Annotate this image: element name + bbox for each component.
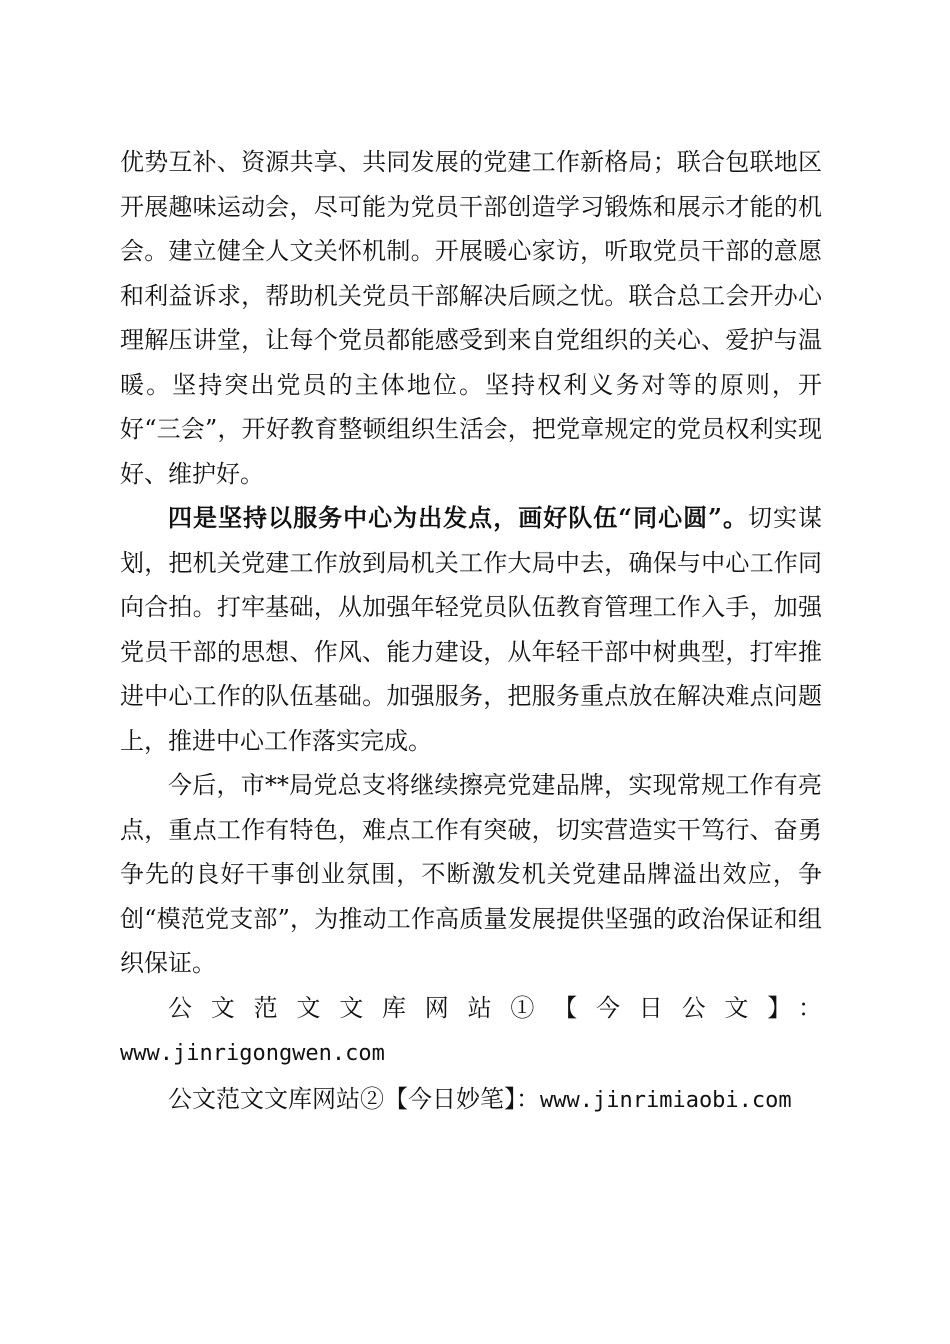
section-four-body: 切实谋划，把机关党建工作放到局机关工作大局中去，确保与中心工作同向合拍。打牢基础，从加强年轻党员队伍教育管理工作入手，加强党员干部的思想、作风、能力建设，从年轻干部中树典型，打牢推进中心工作的队伍基础。加强服务，把服务重点放在解决难点问题上，推进中心工作落实完成。 <box>120 504 822 755</box>
conclusion-paragraph: 今后，市**局党总支将继续擦亮党建品牌，实现常规工作有亮点，重点工作有特色，难点工作有突破，切实营造实干笃行、奋勇争先的良好干事创业氛围，不断激发机关党建品牌溢出效应，争创“模范党支部”，为推动工作高质量发展提供坚强的政治保证和组织保证。 <box>120 771 822 977</box>
document-page <box>120 140 822 1123</box>
website-link-1-url[interactable]: www.jinrigongwen.com <box>120 1041 385 1066</box>
section-four-paragraph <box>120 496 822 763</box>
paragraph-continued: 优势互补、资源共享、共同发展的党建工作新格局；联合包联地区开展趣味运动会，尽可能为党员干部创造学习锻炼和展示才能的机会。建立健全人文关怀机制。开展暖心家访，听取党员干部的意愿和利益诉求，帮助机关党员干部解决后顾之忧。联合总工会开办心理解压讲堂，让每个党员都能感受到来自党组织的关心、爱护与温暖。坚持突出党员的主体地位。坚持权利义务对等的原则，开好“三会”，开好教育整顿组织生活会，把党章规定的党员权利实现好、维护好。 <box>120 148 822 488</box>
website-link-1-label: 公文范文文库网站①【今日公文】： <box>168 993 822 1022</box>
section-four-heading: 四是坚持以服务中心为出发点，画好队伍“同心圆”。 <box>168 503 748 532</box>
website-link-1 <box>120 986 822 1031</box>
website-link-2-url[interactable]: www.jinrimiaobi.com <box>540 1087 792 1113</box>
website-link-1-url-line <box>120 1030 822 1077</box>
website-link-2 <box>120 1077 822 1124</box>
website-link-2-label: 公文范文文库网站②【今日妙笔】： <box>168 1084 540 1113</box>
